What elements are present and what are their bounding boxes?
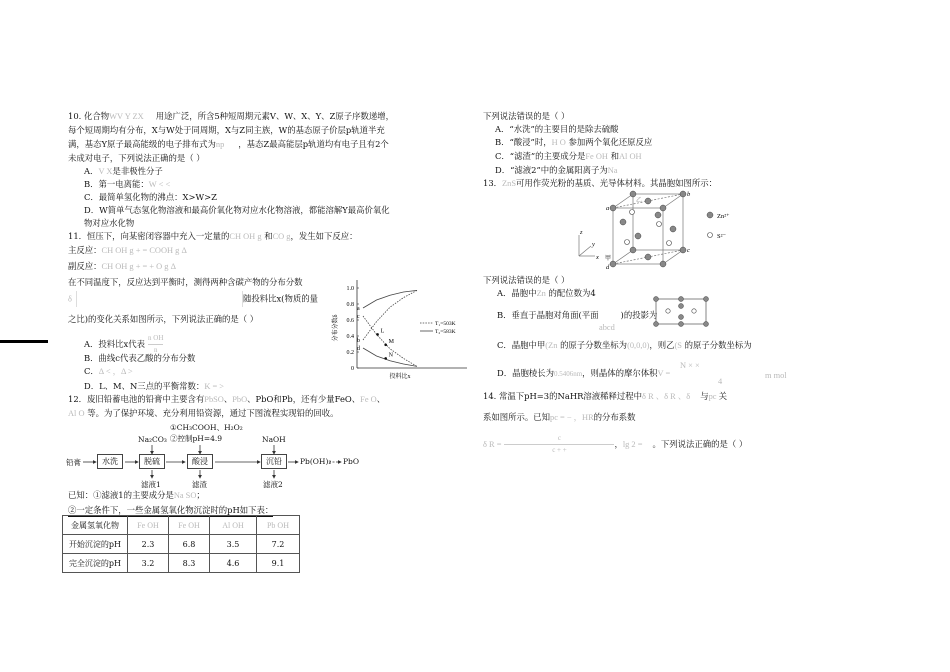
formula: lg 2 = [622, 440, 643, 449]
q12-text: 12．废旧铅蓄电池的铅膏中主要含有 [68, 394, 205, 404]
q11-text: 11．恒压下，向某密闭容器中充入一定量的 [68, 231, 230, 241]
option-text: ，则乙 [649, 340, 675, 350]
known-1: 已知：①滤液1的主要成分是 [68, 490, 174, 500]
q14-text: 系如图所示。已知 [483, 412, 550, 422]
legend-t2: T₂=583K [435, 329, 456, 335]
q12-text: 等。为了保护环境、充分利用铅资源，通过下图流程实现铅的回收。 [87, 408, 339, 418]
zn-legend-icon [707, 212, 713, 218]
q13-number: 13． [483, 178, 503, 188]
formula-placeholder [76, 291, 243, 307]
y-tick-label: 0 [351, 366, 354, 372]
q10-text: 每个短周期均有分布，X与W处于同周期，X与Z同主族，W的基态原子价层p轨道半充 [68, 125, 385, 135]
option-text: )的投影为 [620, 310, 658, 320]
formula: Na SO [173, 491, 197, 500]
option-text: ，则晶体的摩尔体积 [582, 368, 658, 378]
q12-option-d[interactable] [495, 165, 618, 176]
q10-formula: WV Y ZX [109, 112, 144, 121]
formula: m mol [765, 371, 787, 380]
denominator: n [153, 346, 158, 354]
option-text: B．垂直于晶胞对角面(平面 [497, 310, 599, 320]
formula: PbO [232, 395, 248, 404]
formula: Al O [68, 409, 85, 418]
x-axis-label: 投料比x [389, 374, 411, 380]
formula: Na [607, 166, 618, 175]
table-cell: 8.3 [169, 554, 210, 573]
formula: V X [98, 167, 113, 176]
known-2: ②一定条件下，一些金属氢氧化物沉淀时的pH如下表： [68, 505, 274, 515]
table-cell: 3.5 [210, 535, 257, 554]
formula: δ R = [483, 440, 502, 449]
hydroxide-ph-table [62, 515, 300, 573]
q11-text: 之比)的变化关系如图所示，下列说法正确的是（ ） [68, 314, 259, 324]
margin-bar [0, 340, 48, 343]
formula: HR [582, 413, 594, 422]
q14-text: 。下列说法正确的是（ ） [652, 439, 748, 449]
table-cell: 6.8 [169, 535, 210, 554]
table-header-row [63, 516, 300, 535]
table-cell: 4.6 [210, 554, 257, 573]
table-cell: 7.2 [257, 535, 300, 554]
table-row [63, 535, 300, 554]
distribution-chart [325, 278, 475, 390]
q11-text: 和 [264, 231, 273, 241]
zns-unit-cell-diagram [565, 190, 765, 270]
product-pb-oh2: Pb(OH)₂ [300, 457, 332, 466]
q10-text: 未成对电子，下列说法正确的是（ ） [68, 153, 205, 163]
q14-text: 关 [718, 391, 727, 401]
formula: V = [657, 369, 671, 378]
point-label-M: M [388, 338, 395, 345]
q12-option-c[interactable] [495, 151, 642, 162]
q13-option-d[interactable] [497, 368, 670, 380]
q11-option-c[interactable] [84, 366, 133, 377]
formula: W < < [148, 180, 171, 189]
formula: K = > [204, 382, 224, 391]
formula: CO g [272, 232, 291, 241]
option-text: C．晶胞中甲 [497, 340, 546, 350]
q14-text: 的分布系数 [593, 412, 636, 422]
table-header: Fe OH [169, 516, 210, 535]
option-text: 参加两个氧化还原反应 [568, 137, 653, 147]
formula: PbSO [204, 395, 224, 404]
curve-label-c: c [357, 314, 360, 320]
option-text: 的配位数为4 [548, 288, 596, 298]
q13-option-a[interactable] [497, 288, 596, 299]
q12-option-a[interactable]: A．“水洗”的主要目的是除去硫酸 [495, 124, 619, 134]
option-text: B．第一电离能： [84, 179, 149, 189]
q10-text: ，基态Z最高能层p轨道均有电子且有2个 [238, 139, 389, 149]
table-cell: 2.3 [128, 535, 169, 554]
table-cell: 完全沉淀的pH [63, 554, 128, 573]
q10-option-d[interactable]: D．W简单气态氢化物溶液和最高价氧化物对应水化物溶液，都能溶解Y最高价氧化 [84, 205, 390, 215]
option-text: 和 [610, 151, 619, 161]
option-text: B．“酸浸”时， [495, 137, 552, 147]
y-tick-label: 1.0 [346, 286, 354, 292]
formula: pc [708, 392, 719, 401]
formula: δ R 、δ R 、δ [642, 392, 691, 401]
q10-number: 10. 化合物 [68, 111, 110, 121]
s-atoms [625, 210, 672, 246]
q12-option-b[interactable] [495, 137, 652, 148]
product-pbo: PbO [343, 457, 359, 466]
curve-label-d: d [357, 346, 360, 352]
reagent-ph-control: ②控制pH=4.9 [170, 434, 223, 443]
option-text: D．“滤液2”中的金属阳离子为 [495, 165, 608, 175]
formula: Fe O [360, 395, 377, 404]
step-water-wash: 水洗 [97, 454, 123, 469]
q13-question: 下列说法错误的是（ ） [483, 275, 570, 285]
plane-abcd: abcd [599, 323, 615, 332]
formula: pc = − ， [550, 413, 583, 422]
formula: Zn [536, 289, 546, 298]
legend-zn: Zn²⁺ [717, 213, 730, 220]
axis-z: z [580, 229, 583, 236]
q10-text: 满，基态Y原子最高能级的电子排布式为 [68, 139, 216, 149]
formula: Fe OH [585, 152, 608, 161]
curve-b [363, 290, 417, 340]
option-text: 的原子分数坐标为 [560, 340, 628, 350]
side-reaction-label: 副反应： [68, 261, 102, 271]
curve-label-b: b [357, 338, 360, 344]
curve-a [363, 290, 417, 308]
step-acid-leach: 酸浸 [187, 454, 213, 469]
y-tick-label: 0.6 [346, 318, 354, 324]
formula: 4 [718, 377, 723, 386]
side-reaction-equation: CH OH g + = + O g Δ [101, 262, 176, 271]
q13-text: 可用作荧光粉的基质、光导体材料。其晶胞如图所示： [516, 178, 718, 188]
q11-text: 随投料比x(物质的量 [242, 293, 318, 304]
flow-start-lead-paste: 铅膏 [66, 458, 81, 467]
table-header: 金属氢氧化物 [63, 516, 128, 535]
point-N [384, 357, 387, 360]
point-label-N: N [388, 352, 394, 359]
q11-text: ，发生如下反应： [290, 231, 358, 241]
label-a: a [606, 205, 610, 212]
label-d: d [606, 264, 610, 270]
denominator: c + + [552, 446, 567, 454]
projection-diagram [652, 296, 712, 328]
q11-text: 在不同温度下，反应达到平衡时，测得两种含碳产物的分布分数 [68, 277, 303, 287]
legend-s: S²⁻ [717, 233, 726, 240]
fraction [504, 433, 614, 456]
q10-text: 用途广泛，所含5种短周期元素V、W、X、Y、Z原子序数递增， [155, 111, 394, 121]
delta-symbol: δ [68, 294, 72, 304]
reagent-acetic-acid: ①CH₃COOH、H₂O₂ [170, 423, 243, 432]
punctuation: ； [196, 490, 205, 500]
q14-text: ， [614, 439, 623, 449]
option-text: 是非极性分子 [112, 166, 163, 176]
point-label-L: L [380, 328, 385, 335]
formula: N × × [680, 361, 700, 370]
q10-option-a[interactable] [84, 166, 163, 177]
table-row [63, 554, 300, 573]
option-letter: C． [84, 366, 99, 376]
formula: (S [674, 341, 682, 350]
option-text: D．晶胞棱长为 [497, 368, 554, 378]
formula: Al OH [618, 152, 642, 161]
y-tick-label: 0.2 [346, 350, 354, 356]
formula: (0,0,0) [627, 341, 650, 350]
output-filtrate-1: 滤液1 [141, 480, 161, 489]
formula: ZnS [502, 179, 517, 188]
y-tick-label: 0.8 [346, 302, 354, 308]
main-reaction-equation: CH OH g + = COOH g Δ [101, 246, 187, 255]
option-text: A．晶胞中 [497, 288, 537, 298]
point-M [384, 344, 387, 347]
label-c: c [687, 247, 690, 254]
formula: H O [551, 138, 566, 147]
q14-text: 与 [700, 391, 709, 401]
q10-option-b[interactable] [84, 179, 170, 190]
q12-text: 、PbO和Pb，还有少量FeO、 [247, 394, 361, 404]
reagent-naoh: NaOH [262, 435, 286, 444]
option-letter: A． [84, 166, 99, 176]
option-text: A．投料比x代表 [84, 339, 146, 349]
q10-option-d-cont: 物对应水化物 [84, 218, 135, 228]
point-L [376, 333, 379, 336]
table-cell: 开始沉淀的pH [63, 535, 128, 554]
s-legend-icon [708, 233, 713, 238]
q10-option-c[interactable]: C．最简单氢化物的沸点：X>W>Z [84, 192, 217, 202]
curve-label-a: a [357, 306, 360, 312]
label-yi: 乙 [636, 198, 643, 204]
q10-formula: np [215, 140, 225, 149]
q12-question: 下列说法错误的是（ ） [483, 111, 570, 121]
table-header: Al OH [210, 516, 257, 535]
step-precipitate-lead: 沉铅 [261, 454, 287, 469]
label-b: b [687, 191, 691, 198]
numerator: c [504, 433, 614, 445]
formula: Δ < ，Δ > [98, 367, 133, 376]
main-reaction-label: 主反应： [68, 245, 102, 255]
option-text: D．L、M、N三点的平衡常数： [84, 381, 205, 391]
numerator: n OH [148, 333, 163, 345]
label-jia: 甲 [605, 256, 612, 262]
y-axis-label: 分布分数δ [333, 314, 339, 342]
table-cell: 3.2 [128, 554, 169, 573]
table-header: Fe OH [128, 516, 169, 535]
y-tick-label: 0.4 [346, 334, 354, 340]
q13-option-c[interactable] [497, 340, 752, 351]
step-desulfurize: 脱硫 [139, 454, 165, 469]
axis-y: y [592, 241, 595, 248]
q13-option-b[interactable] [497, 310, 657, 321]
output-residue: 滤渣 [192, 480, 207, 489]
separator: 、 [223, 394, 233, 404]
q11-option-b[interactable]: B．曲线c代表乙酸的分布分数 [84, 353, 196, 363]
option-text: C．“滤渣”的主要成分是 [495, 151, 586, 161]
legend-t1: T₁=503K [435, 321, 456, 327]
axis-x: x [596, 254, 599, 261]
separator: 、 [376, 394, 386, 404]
output-filtrate-2: 滤液2 [263, 480, 283, 489]
process-flowchart [66, 420, 366, 490]
q14-text: 14. 常温下pH=3的NaHR溶液稀释过程中 [483, 391, 643, 401]
table-header: Pb OH [257, 516, 300, 535]
table-cell: 9.1 [257, 554, 300, 573]
formula: (Zn [545, 341, 558, 350]
q11-option-d[interactable] [84, 381, 224, 392]
option-text: 的原子分数坐标为 [684, 340, 752, 350]
formula: 0.5406nm [553, 370, 583, 378]
reagent-na2co3: Na₂CO₃ [138, 435, 167, 444]
formula: CH OH g [229, 232, 262, 241]
